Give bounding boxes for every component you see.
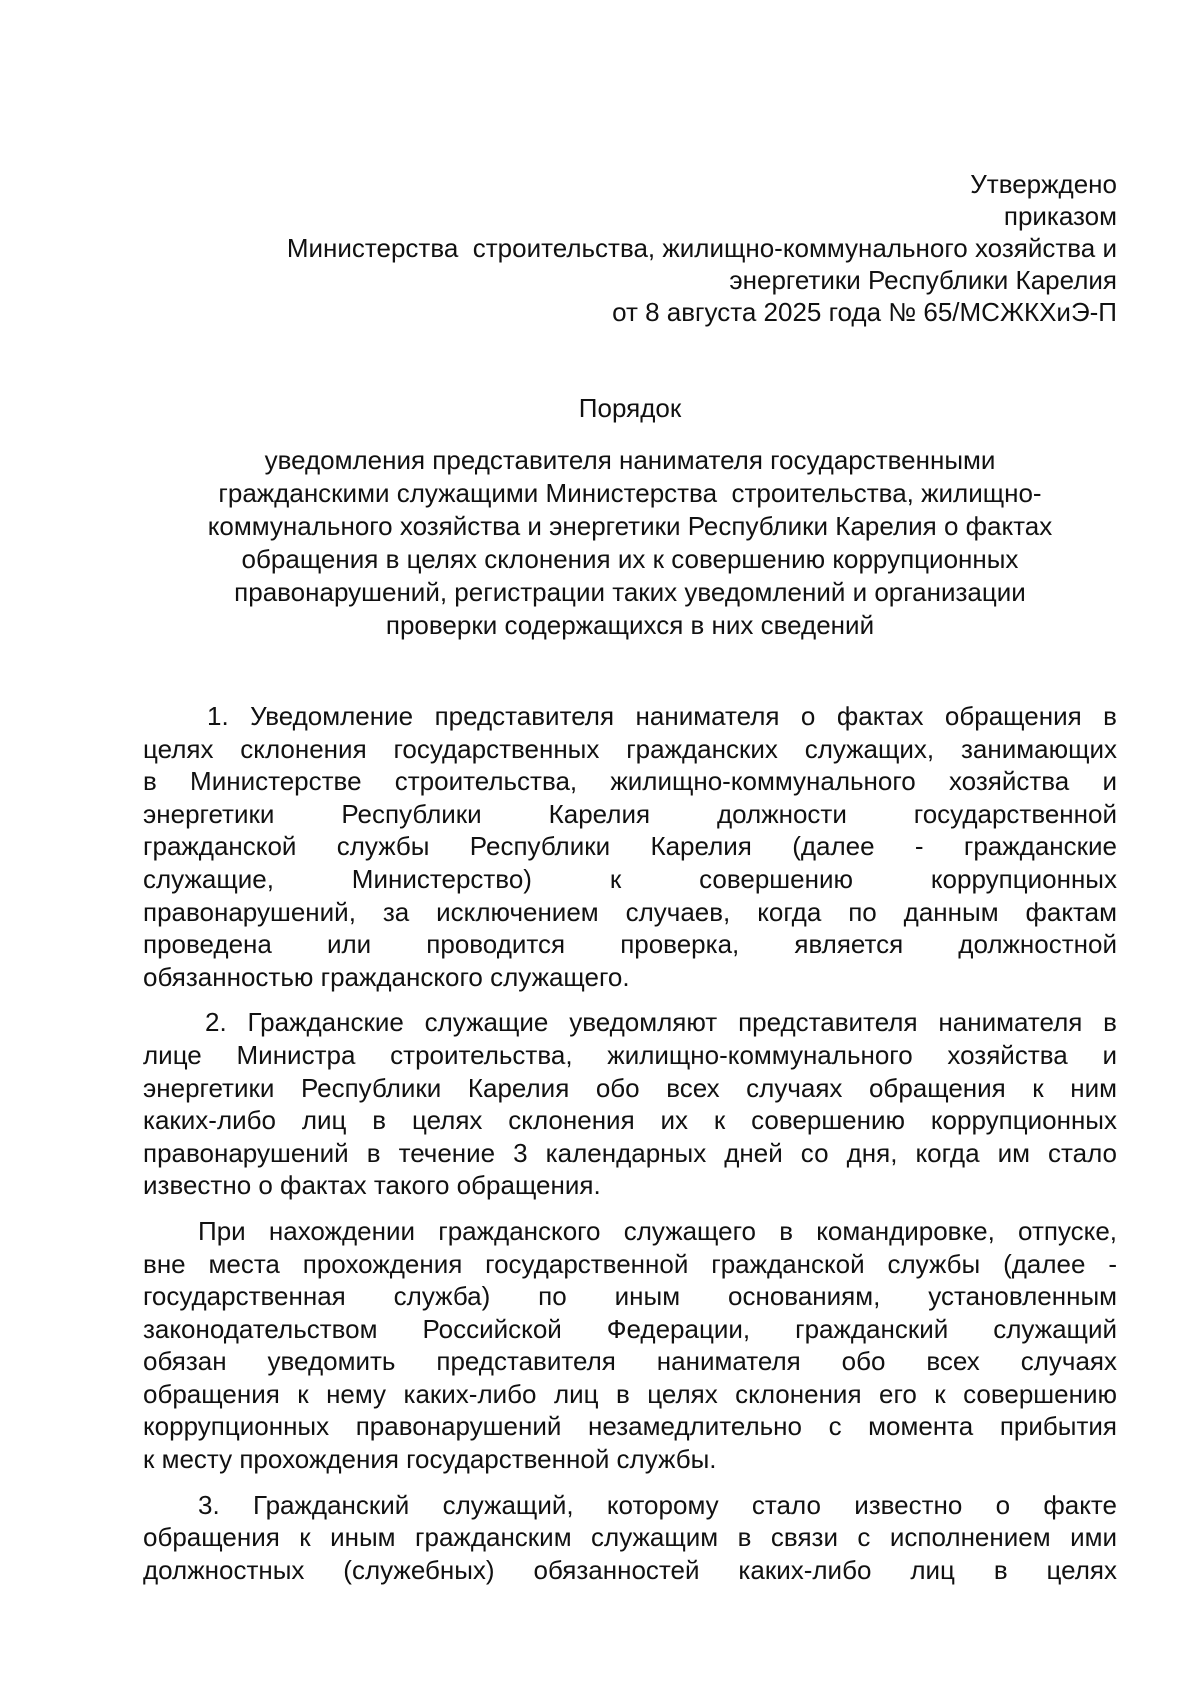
paragraph-line: государственная служба) по иным основаниям, установленным	[143, 1281, 1117, 1312]
paragraph-line: 1. Уведомление представителя нанимателя о фактах обращения в	[207, 701, 1117, 731]
subtitle-line: проверки содержащихся в них сведений	[385, 610, 875, 640]
approval-line: Утверждено	[970, 169, 1117, 199]
approval-line: Министерства строительства, жилищно-коммунального хозяйства и	[286, 233, 1117, 263]
paragraph-3	[143, 1489, 1117, 1587]
paragraph-line: При нахождении гражданского служащего в командировке, отпуске,	[198, 1215, 1117, 1246]
paragraph-line: обязанностью гражданского служащего.	[143, 961, 630, 992]
subtitle-line: уведомления представителя нанимателя государственными	[264, 445, 996, 475]
paragraph-line: каких-либо лиц в целях склонения их к совершению коррупционных	[143, 1105, 1117, 1136]
paragraph-2-continued	[143, 1215, 1117, 1476]
subtitle-line: коммунального хозяйства и энергетики Республики Карелия о фактах	[207, 511, 1053, 541]
paragraph-line: 2. Гражданские служащие уведомляют представителя нанимателя в	[205, 1007, 1117, 1038]
paragraph-1	[143, 700, 1117, 993]
paragraph-line: гражданской службы Республики Карелия (далее - гражданские	[143, 831, 1117, 862]
paragraph-line: известно о фактах такого обращения.	[143, 1170, 601, 1201]
paragraph-line: правонарушений, за исключением случаев, когда по данным фактам	[143, 896, 1117, 927]
paragraph-line: вне места прохождения государственной гражданской службы (далее -	[143, 1248, 1117, 1279]
subtitle-line: обращения в целях склонения их к совершению коррупционных	[241, 544, 1019, 574]
paragraph-line: проведена или проводится проверка, является должностной	[143, 929, 1117, 960]
approval-line: от 8 августа 2025 года № 65/МСЖКХиЭ-П	[612, 297, 1117, 327]
paragraph-line: к месту прохождения государственной службы.	[143, 1444, 717, 1475]
paragraph-line: обязан уведомить представителя нанимателя обо всех случаях	[143, 1346, 1117, 1377]
paragraph-line: коррупционных правонарушений незамедлительно с момента прибытия	[143, 1411, 1117, 1442]
approval-stamp-block	[117, 168, 1117, 328]
subtitle-line: гражданскими служащими Министерства строительства, жилищно-	[218, 478, 1042, 508]
paragraph-line: законодательством Российской Федерации, гражданский служащий	[143, 1313, 1117, 1344]
paragraph-line: энергетики Республики Карелия обо всех случаях обращения к ним	[143, 1072, 1117, 1103]
subtitle-line: правонарушений, регистрации таких уведомлений и организации	[234, 577, 1026, 607]
paragraph-line: обращения к нему каких-либо лиц в целях склонения его к совершению	[143, 1378, 1117, 1409]
approval-line: энергетики Республики Карелия	[729, 265, 1117, 295]
paragraph-line: 3. Гражданский служащий, которому стало известно о факте	[198, 1489, 1117, 1520]
approval-line: приказом	[1003, 201, 1117, 231]
paragraph-line: лице Министра строительства, жилищно-коммунального хозяйства и	[143, 1039, 1117, 1070]
paragraph-line: правонарушений в течение 3 календарных дней со дня, когда им стало	[143, 1137, 1117, 1168]
paragraph-line: энергетики Республики Карелия должности государственной	[143, 798, 1117, 829]
paragraph-line: служащие, Министерство) к совершению коррупционных	[143, 863, 1117, 894]
document-title: Порядок	[578, 393, 682, 423]
document-subtitle	[150, 444, 1110, 642]
paragraph-line: обращения к иным гражданским служащим в связи с исполнением ими	[143, 1522, 1117, 1553]
paragraph-2	[143, 1006, 1117, 1202]
document-body	[143, 700, 1117, 1599]
paragraph-line: целях склонения государственных гражданских служащих, занимающих	[143, 733, 1117, 764]
paragraph-line: должностных (служебных) обязанностей каких-либо лиц в целях	[143, 1554, 1117, 1585]
paragraph-line: в Министерстве строительства, жилищно-коммунального хозяйства и	[143, 766, 1117, 797]
